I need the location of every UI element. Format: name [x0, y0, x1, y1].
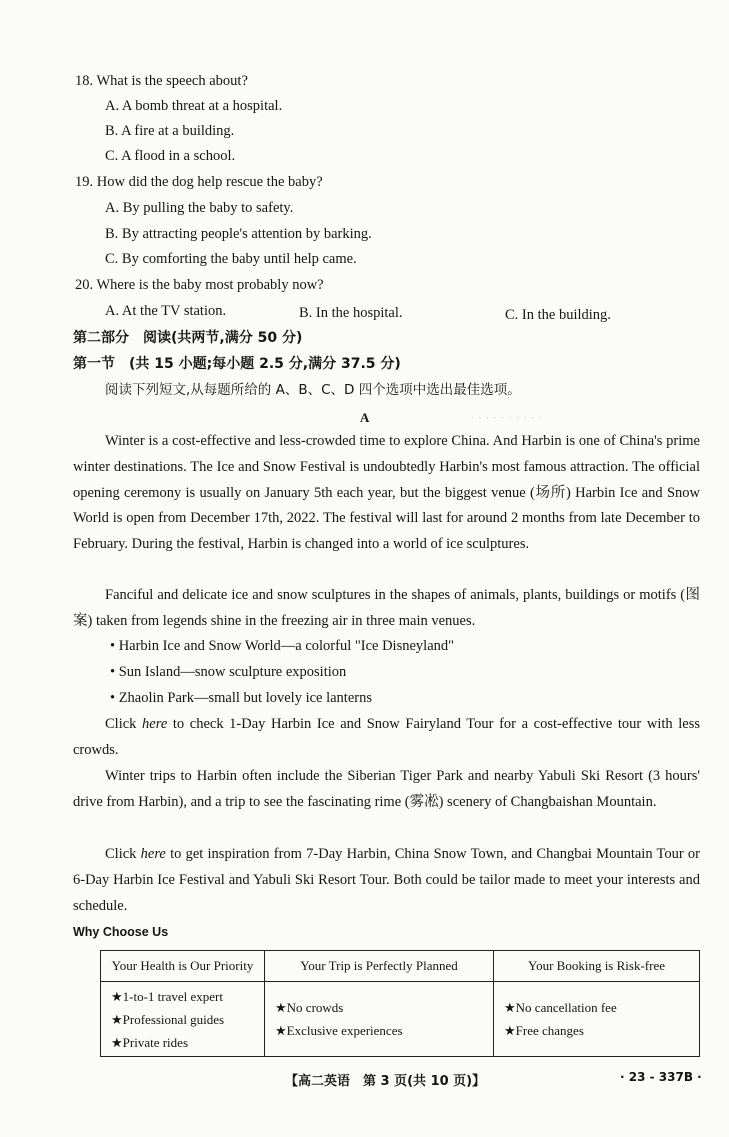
here-link-2[interactable]: here [140, 846, 166, 862]
passage-label: A [360, 410, 370, 425]
passage-paragraph-1 [73, 429, 700, 558]
why-choose-us-title: Why Choose Us [73, 925, 169, 939]
passage-paragraph-3 [73, 712, 700, 764]
bleed-through-text: · · · · · · · · · · [470, 410, 543, 425]
question-18: 18. What is the speech about? [75, 73, 248, 89]
feature-item: ★Professional guides [111, 1011, 225, 1027]
q19-option-a: A. By pulling the baby to safety. [105, 200, 294, 216]
q20-option-b: B. In the hospital. [299, 305, 403, 321]
passage-paragraph-5 [73, 842, 700, 919]
question-20: 20. Where is the baby most probably now? [75, 277, 324, 293]
feature-item: ★Private rides [111, 1034, 188, 1050]
feature-item: ★No crowds [275, 1000, 344, 1015]
paragraph-2-text: Fanciful and delicate ice and snow sculptures in the shapes of animals, plants, buildings or motifs (图案) taken from legends shine in the freezing air in three main venues. [73, 587, 700, 629]
paragraph-4-text: Winter trips to Harbin often include the Siberian Tiger Park and nearby Yabuli Ski Resort (3 hours' drive from Harbin), and a trip to see the fascinating rime (雾凇) scenery of Changbaishan Mountain. [73, 768, 700, 810]
feature-item: ★Exclusive experiences [275, 1023, 403, 1038]
question-19: 19. How did the dog help rescue the baby? [75, 174, 323, 190]
paragraph-1-text: Winter is a cost-effective and less-crowded time to explore China. And Harbin is one of China's prime winter destinations. The Ice and Snow Festival is undoubtedly Harbin's most famous attraction. The official opening ceremony is usually on January 5th each year, but the biggest venue (场所) Harbin Ice and Snow World is open from December 17th, 2022. The festival will last for around 2 months from late December to February. During the festival, Harbin is changed into a world of ice sculptures. [73, 433, 700, 553]
booking-features-cell [494, 982, 700, 1057]
here-link-1[interactable]: here [142, 716, 168, 732]
header-trip: Your Trip is Perfectly Planned [265, 951, 494, 982]
q19-option-c: C. By comforting the baby until help came. [105, 251, 357, 267]
q18-option-b: B. A fire at a building. [105, 123, 235, 139]
header-health: Your Health is Our Priority [101, 951, 265, 982]
header-booking: Your Booking is Risk-free [494, 951, 700, 982]
paragraph-5-text: to get inspiration from 7-Day Harbin, China Snow Town, and Changbai Mountain Tour or 6-Day Harbin Ice Festival and Yabuli Ski Resort Tour. Both could be tailor made to meet your interests and schedule. [73, 846, 700, 914]
q18-option-a: A. A bomb threat at a hospital. [105, 98, 283, 114]
paragraph-3-text: to check 1-Day Harbin Ice and Snow Fairyland Tour for a cost-effective tour with less crowds. [73, 716, 700, 758]
section-instruction: 阅读下列短文,从每题所给的 A、B、C、D 四个选项中选出最佳选项。 [105, 382, 521, 398]
section-title: 第一节 (共 15 小题;每小题 2.5 分,满分 37.5 分) [73, 356, 401, 372]
passage-paragraph-4 [73, 764, 700, 816]
venue-list-item: • Zhaolin Park—small but lovely ice lanterns [110, 689, 372, 706]
paragraph-3-lead: Click [105, 716, 143, 732]
passage-paragraph-2 [73, 583, 700, 635]
part-title: 第二部分 阅读(共两节,满分 50 分) [73, 330, 303, 346]
table-header-row [101, 951, 700, 982]
table-row [101, 982, 700, 1057]
paragraph-5-lead: Click [105, 846, 141, 862]
feature-item: ★1-to-1 travel expert [111, 988, 223, 1004]
why-choose-us-table [100, 950, 700, 1057]
venue-list-item: • Harbin Ice and Snow World—a colorful "Ice Disneyland" [110, 638, 455, 654]
trip-features-cell [265, 982, 494, 1057]
q20-option-c: C. In the building. [505, 307, 611, 323]
health-features-cell [101, 982, 265, 1057]
venue-list-item: • Sun Island—snow sculpture exposition [110, 663, 347, 680]
feature-item: ★No cancellation fee [504, 1000, 617, 1015]
feature-item: ★Free changes [504, 1023, 584, 1038]
q19-option-b: B. By attracting people's attention by barking. [105, 226, 372, 242]
paper-code: · 23 - 337B · [620, 1070, 702, 1084]
venue-list [110, 634, 454, 711]
q20-option-a: A. At the TV station. [105, 303, 227, 319]
page-footer: 【高二英语 第 3 页(共 10 页)】 [285, 1074, 486, 1089]
q18-option-c: C. A flood in a school. [105, 148, 236, 164]
